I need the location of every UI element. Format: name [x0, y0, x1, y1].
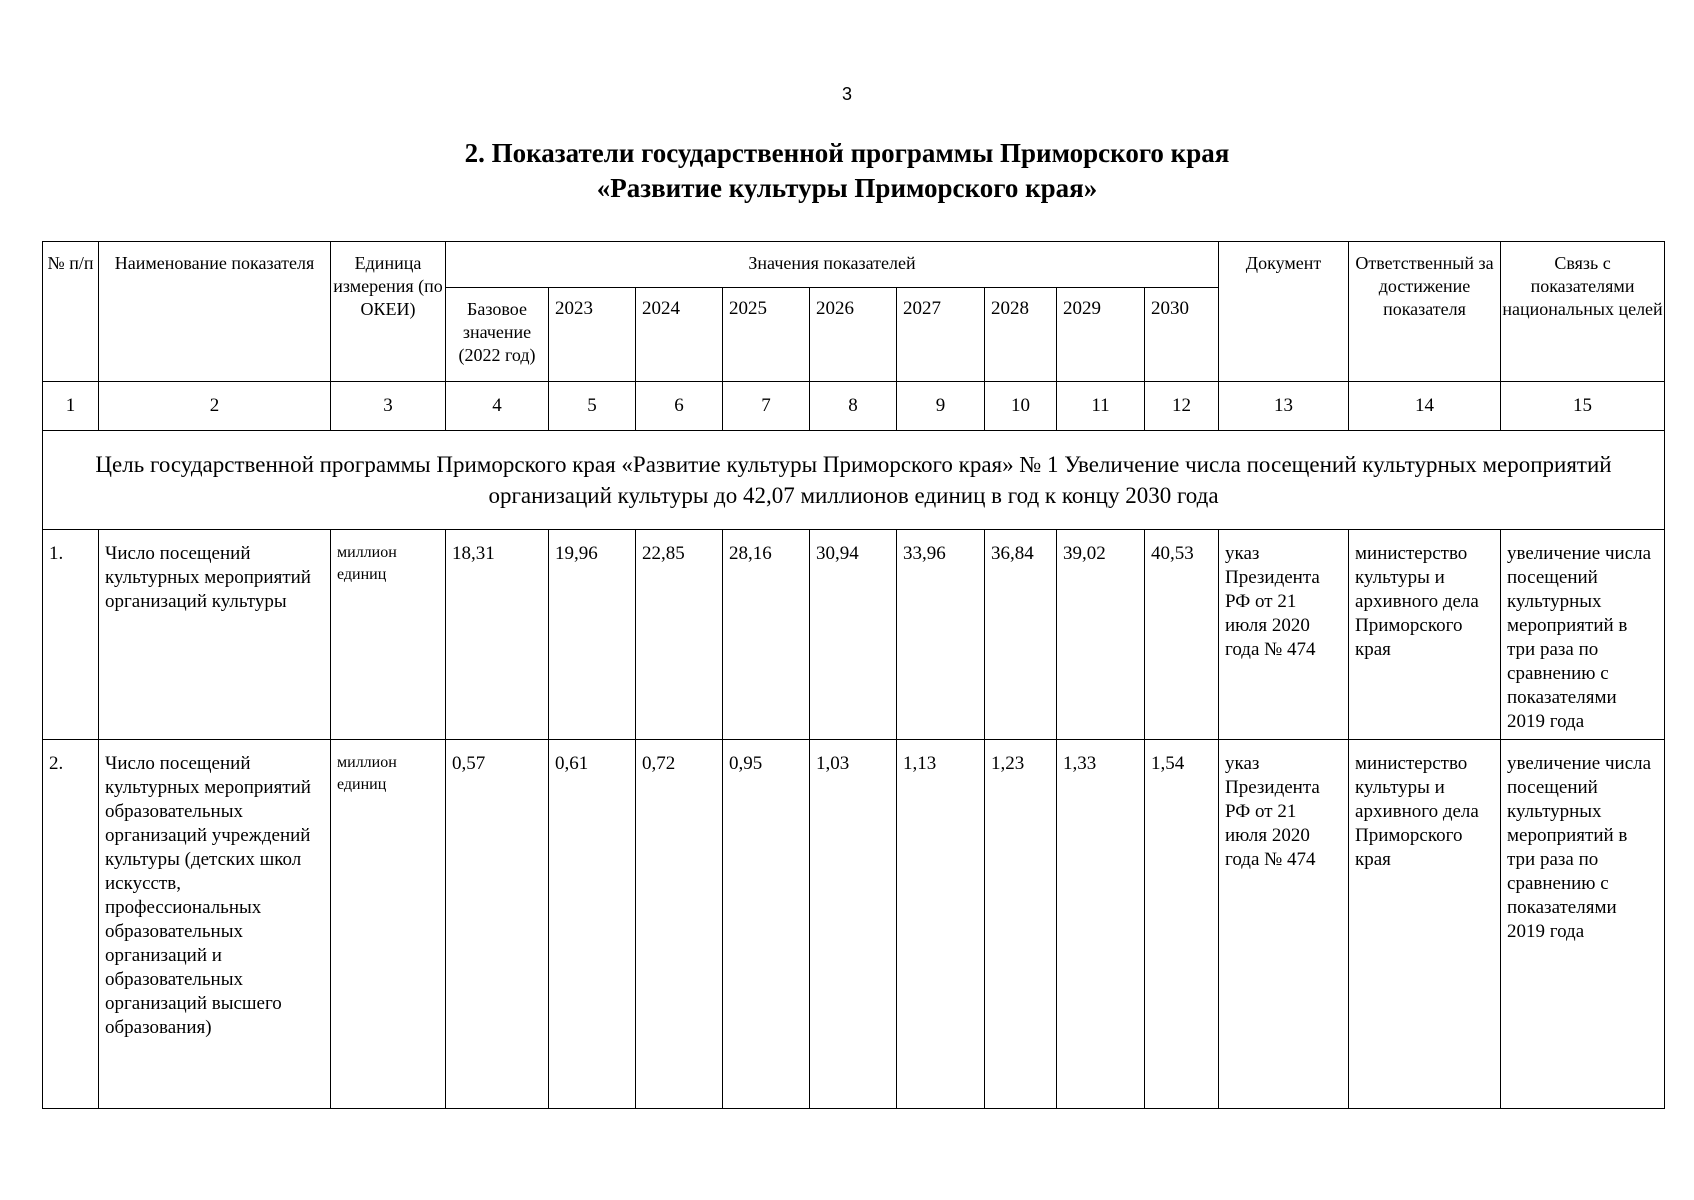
header-unit: Единица измерения (по ОКЕИ): [331, 242, 446, 382]
column-number: 11: [1057, 382, 1145, 431]
title-line-1: 2. Показатели государственной программы Приморского края: [464, 138, 1230, 168]
header-year: 2023: [549, 288, 636, 382]
column-number: 2: [99, 382, 331, 431]
row-num: 2.: [43, 740, 99, 1109]
value-2030: 1,54: [1145, 740, 1219, 1109]
column-number: 12: [1145, 382, 1219, 431]
document: указ Президента РФ от 21 июля 2020 года № 474: [1219, 530, 1349, 740]
national-goal-link: увеличение числа посещений культурных мероприятий в три раза по сравнению с показателями 2019 года: [1501, 530, 1665, 740]
column-number: 1: [43, 382, 99, 431]
header-year: 2030: [1145, 288, 1219, 382]
header-year: 2024: [636, 288, 723, 382]
document: указ Президента РФ от 21 июля 2020 года № 474: [1219, 740, 1349, 1109]
unit: миллион единиц: [331, 740, 446, 1109]
indicator-name: Число посещений культурных мероприятий организаций культуры: [99, 530, 331, 740]
value-2026: 30,94: [810, 530, 897, 740]
row-num: 1.: [43, 530, 99, 740]
column-number: 3: [331, 382, 446, 431]
column-number: 8: [810, 382, 897, 431]
page-title: [0, 136, 1694, 206]
table-row: [43, 530, 1665, 740]
unit: миллион единиц: [331, 530, 446, 740]
header-document: Документ: [1219, 242, 1349, 382]
table-row: [43, 740, 1665, 1109]
value-2023: 19,96: [549, 530, 636, 740]
base-value: 0,57: [446, 740, 549, 1109]
column-number: 4: [446, 382, 549, 431]
column-number: 13: [1219, 382, 1349, 431]
header-year: 2026: [810, 288, 897, 382]
column-number: 7: [723, 382, 810, 431]
value-2026: 1,03: [810, 740, 897, 1109]
program-goal: Цель государственной программы Приморского края «Развитие культуры Приморского края» № 1 Увеличение числа посещений культурных мероприятий организаций культуры до 42,07 миллионов единиц в год к концу 2030 года: [43, 431, 1665, 530]
header-values: Значения показателей: [446, 242, 1219, 288]
header-year: 2027: [897, 288, 985, 382]
value-2023: 0,61: [549, 740, 636, 1109]
national-goal-link: увеличение числа посещений культурных мероприятий в три раза по сравнению с показателями 2019 года: [1501, 740, 1665, 1109]
indicators-table: [42, 241, 1665, 1109]
value-2029: 1,33: [1057, 740, 1145, 1109]
header-name: Наименование показателя: [99, 242, 331, 382]
indicator-name: Число посещений культурных мероприятий образовательных организаций учреждений культуры (детских школ искусств, профессиональных образовательных организаций и образовательных организаций высшего образования): [99, 740, 331, 1109]
value-2024: 0,72: [636, 740, 723, 1109]
header-year: 2025: [723, 288, 810, 382]
title-line-2: «Развитие культуры Приморского края»: [596, 173, 1098, 203]
header-year: 2029: [1057, 288, 1145, 382]
responsible: министерство культуры и архивного дела Приморского края: [1349, 740, 1501, 1109]
responsible: министерство культуры и архивного дела Приморского края: [1349, 530, 1501, 740]
header-responsible: Ответственный за достижение показателя: [1349, 242, 1501, 382]
column-number: 9: [897, 382, 985, 431]
page-number: 3: [841, 84, 852, 104]
value-2030: 40,53: [1145, 530, 1219, 740]
value-2028: 36,84: [985, 530, 1057, 740]
value-2024: 22,85: [636, 530, 723, 740]
header-base-value: Базовое значение (2022 год): [446, 288, 549, 382]
value-2027: 33,96: [897, 530, 985, 740]
value-2029: 39,02: [1057, 530, 1145, 740]
value-2027: 1,13: [897, 740, 985, 1109]
header-num: № п/п: [43, 242, 99, 382]
value-2028: 1,23: [985, 740, 1057, 1109]
column-number: 14: [1349, 382, 1501, 431]
base-value: 18,31: [446, 530, 549, 740]
value-2025: 0,95: [723, 740, 810, 1109]
header-year: 2028: [985, 288, 1057, 382]
value-2025: 28,16: [723, 530, 810, 740]
column-number: 5: [549, 382, 636, 431]
column-number: 10: [985, 382, 1057, 431]
column-number: 15: [1501, 382, 1665, 431]
column-number: 6: [636, 382, 723, 431]
header-link: Связь с показателями национальных целей: [1501, 242, 1665, 382]
